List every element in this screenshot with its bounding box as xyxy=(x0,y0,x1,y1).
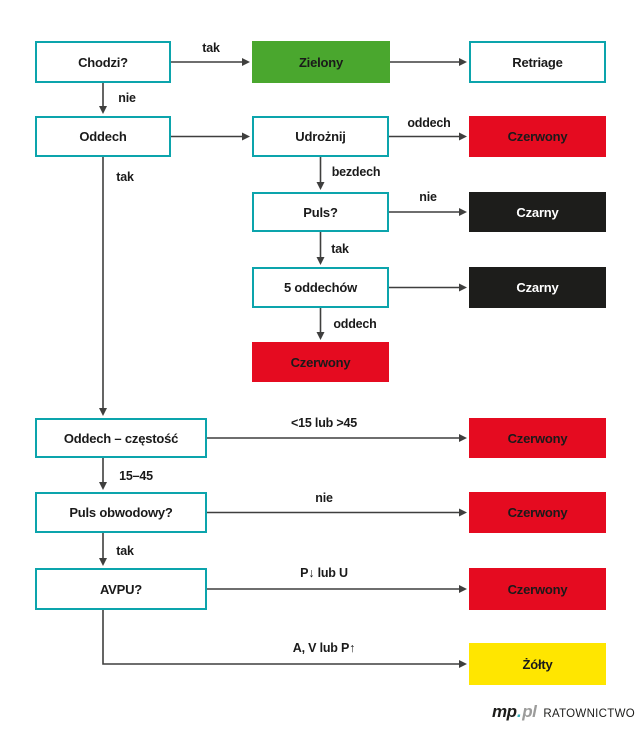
node-czarny-1: Czarny xyxy=(469,192,606,232)
brand-logo xyxy=(492,702,635,726)
edge-label-czestosc-norma: 15–45 xyxy=(119,469,153,483)
edge-label-obwodowy-nie: nie xyxy=(315,491,333,505)
node-retriage: Retriage xyxy=(469,41,606,83)
node-udroznij: Udrożnij xyxy=(252,116,389,157)
node-avpu: AVPU? xyxy=(35,568,207,610)
node-czerwony-2: Czerwony xyxy=(252,342,389,382)
edge-label-udroznij-bezdech: bezdech xyxy=(331,165,381,179)
edge-label-oddechow-oddech: oddech xyxy=(333,317,377,331)
edge-label-puls-nie: nie xyxy=(419,190,437,204)
edge-label-chodzi-nie: nie xyxy=(118,91,136,105)
edge-label-chodzi-tak: tak xyxy=(202,41,220,55)
node-oddech: Oddech xyxy=(35,116,171,157)
edge-label-udroznij-oddech: oddech xyxy=(407,116,451,130)
node-czerwony-3: Czerwony xyxy=(469,418,606,458)
node-puls: Puls? xyxy=(252,192,389,232)
logo-mp-text: mp xyxy=(492,702,517,721)
logo-brand-text: RATOWNICTWO xyxy=(543,708,636,720)
node-zielony: Zielony xyxy=(252,41,390,83)
edge-label-czestosc-poza: <15 lub >45 xyxy=(291,416,357,430)
node-czerwony-4: Czerwony xyxy=(469,492,606,533)
node-oddech-czestosc: Oddech – częstość xyxy=(35,418,207,458)
edge-label-avpu-zolty: A, V lub P↑ xyxy=(292,641,356,655)
node-zolty: Żółty xyxy=(469,643,606,685)
edge-label-avpu-czerwony: P↓ lub U xyxy=(300,566,348,580)
edge-label-puls-tak: tak xyxy=(331,242,349,256)
node-czarny-2: Czarny xyxy=(469,267,606,308)
node-chodzi: Chodzi? xyxy=(35,41,171,83)
node-czerwony-1: Czerwony xyxy=(469,116,606,157)
node-5-oddechow: 5 oddechów xyxy=(252,267,389,308)
logo-dot: . xyxy=(517,702,522,721)
edge-label-obwodowy-tak: tak xyxy=(116,544,134,558)
logo-pl-text: pl xyxy=(522,702,537,721)
edge-label-oddech-tak: tak xyxy=(116,170,134,184)
node-czerwony-5: Czerwony xyxy=(469,568,606,610)
node-puls-obwodowy: Puls obwodowy? xyxy=(35,492,207,533)
